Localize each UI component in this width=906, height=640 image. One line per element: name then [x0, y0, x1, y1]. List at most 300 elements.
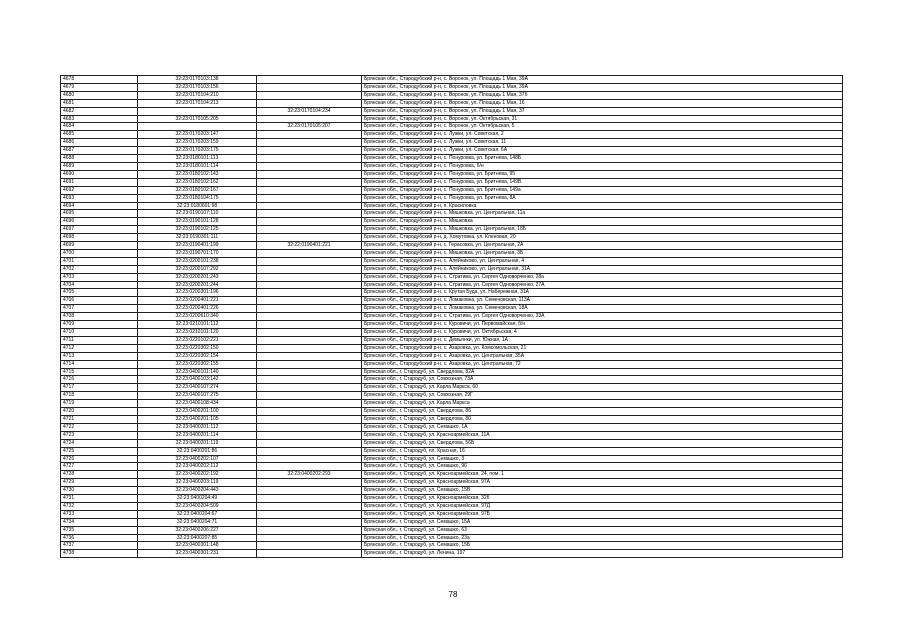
- table-row: [61, 115, 843, 123]
- address-cell: Брянская обл., г. Стародуб, ул. Семашко, 15А: [362, 518, 843, 526]
- row-number-cell: 4710: [61, 329, 138, 337]
- cadastral-number-cell: [138, 107, 257, 115]
- cadastral-number-cell: 32:23:0220302:155: [138, 360, 257, 368]
- address-cell: Брянская обл., Стародубский р-н, с. Ломаковка, ул. Семеновская, 18А: [362, 305, 843, 313]
- address-cell: Брянская обл., Стародубский р-н, с. Демьянки, ул. Южная, 1А: [362, 336, 843, 344]
- cadastral-number-cell: 32:23:0400108:434: [138, 400, 257, 408]
- previous-number-cell: 32:23:0400202:293: [257, 471, 362, 479]
- previous-number-cell: [257, 479, 362, 487]
- table-row: [61, 400, 843, 408]
- address-cell: Брянская обл., Стародубский р-н, с. Мишковка, ул. Центральная, 11а: [362, 210, 843, 218]
- table-row: [61, 194, 843, 202]
- row-number-cell: 4689: [61, 162, 138, 170]
- address-cell: Брянская обл., Стародубский р-н, с. Воронок, ул. Площадь 1 Мая, 16: [362, 99, 843, 107]
- address-cell: Брянская обл., Стародубский р-н, с. Воронок, ул. Октябрьская, 5: [362, 123, 843, 131]
- row-number-cell: 4717: [61, 384, 138, 392]
- row-number-cell: 4715: [61, 368, 138, 376]
- address-cell: Брянская обл., г. Стародуб, ул. Красноармейская, 97Б: [362, 510, 843, 518]
- table-row: [61, 305, 843, 313]
- address-cell: Брянская обл., Стародубский р-н, с. Понуровка, ул. Бритнева, 8А: [362, 194, 843, 202]
- previous-number-cell: [257, 510, 362, 518]
- table-row: [61, 123, 843, 131]
- address-cell: Брянская обл., г. Стародуб, ул. Карла Маркса: [362, 400, 843, 408]
- row-number-cell: 4716: [61, 376, 138, 384]
- row-number-cell: 4681: [61, 99, 138, 107]
- row-number-cell: 4704: [61, 281, 138, 289]
- previous-number-cell: [257, 313, 362, 321]
- address-cell: Брянская обл., Стародубский р-н, с. Лужки, ул. Советская, 6А: [362, 147, 843, 155]
- address-cell: Брянская обл., г. Стародуб, ул. Семашко, 15Б: [362, 542, 843, 550]
- previous-number-cell: [257, 423, 362, 431]
- cadastral-number-cell: 32:23:0190701:170: [138, 249, 257, 257]
- cadastral-number-cell: 32:23:0210101:120: [138, 329, 257, 337]
- address-cell: Брянская обл., Стародубский р-н, с. Ломаковка, ул. Семеновская, 113А: [362, 297, 843, 305]
- address-cell: Брянская обл., Стародубский р-н, с. Крутая Буда, ул. Набережная, 31А: [362, 289, 843, 297]
- row-number-cell: 4707: [61, 305, 138, 313]
- row-number-cell: 4702: [61, 265, 138, 273]
- table-row: [61, 526, 843, 534]
- previous-number-cell: [257, 131, 362, 139]
- previous-number-cell: [257, 234, 362, 242]
- previous-number-cell: [257, 408, 362, 416]
- address-cell: Брянская обл., г. Стародуб, ул. Красноармейская, 11А: [362, 431, 843, 439]
- table-row: [61, 147, 843, 155]
- table-row: [61, 447, 843, 455]
- table-row: [61, 329, 843, 337]
- row-number-cell: 4713: [61, 352, 138, 360]
- address-cell: Брянская обл., Стародубский р-н, с. Азаровка, ул. Комсомольская, 21: [362, 344, 843, 352]
- previous-number-cell: [257, 83, 362, 91]
- table-row: [61, 107, 843, 115]
- previous-number-cell: [257, 91, 362, 99]
- cadastral-number-cell: 32:23:0400204:67: [138, 510, 257, 518]
- row-number-cell: 4678: [61, 76, 138, 84]
- cadastral-number-cell: 32:23:0400201:100: [138, 408, 257, 416]
- cadastral-number-cell: 32:23:0170105:205: [138, 115, 257, 123]
- cadastral-number-cell: 32:23:0190401:199: [138, 242, 257, 250]
- previous-number-cell: [257, 147, 362, 155]
- row-number-cell: 4709: [61, 321, 138, 329]
- registry-table-container: [60, 75, 834, 558]
- address-cell: Брянская обл., г. Стародуб, ул. Совхозная, 73А: [362, 376, 843, 384]
- previous-number-cell: [257, 463, 362, 471]
- cadastral-number-cell: 32:23:0400204:509: [138, 502, 257, 510]
- row-number-cell: 4682: [61, 107, 138, 115]
- address-cell: Брянская обл., Стародубский р-н, с. Азаровка, ул. Центральная, 72: [362, 360, 843, 368]
- address-cell: Брянская обл., Стародубский р-н, с. Лужки, ул. Советская, 2: [362, 131, 843, 139]
- address-cell: Брянская обл., г. Стародуб, ул. Семашко, 15В: [362, 487, 843, 495]
- row-number-cell: 4711: [61, 336, 138, 344]
- address-cell: Брянская обл., Стародубский р-н, с. Воронок, ул. Площадь 1 Мая, 37: [362, 107, 843, 115]
- table-row: [61, 518, 843, 526]
- table-row: [61, 226, 843, 234]
- previous-number-cell: [257, 431, 362, 439]
- address-cell: Брянская обл., г. Стародуб, ул. Свердлова, 86: [362, 408, 843, 416]
- address-cell: Брянская обл., г. Стародуб, пл. Красная, 16: [362, 447, 843, 455]
- previous-number-cell: [257, 487, 362, 495]
- previous-number-cell: [257, 194, 362, 202]
- cadastral-number-cell: 32:23:0190101:128: [138, 218, 257, 226]
- cadastral-number-cell: 32:23:0180102:167: [138, 186, 257, 194]
- previous-number-cell: [257, 439, 362, 447]
- previous-number-cell: [257, 186, 362, 194]
- cadastral-number-cell: 32:23:0400101:140: [138, 368, 257, 376]
- address-cell: Брянская обл., Стародубский р-н, с. Алейниково, ул. Центральная, 4: [362, 257, 843, 265]
- table-row: [61, 384, 843, 392]
- address-cell: Брянская обл., Стародубский р-н, с. Стратива, ул. Сергея Одноворченко, 27А: [362, 281, 843, 289]
- address-cell: Брянская обл., Стародубский р-н, с. Стратива, ул. Сергея Одноворченко, 28а: [362, 273, 843, 281]
- table-row: [61, 439, 843, 447]
- previous-number-cell: [257, 447, 362, 455]
- cadastral-number-cell: 32:23:0400202:192: [138, 471, 257, 479]
- cadastral-number-cell: 32:23:0180601:98: [138, 202, 257, 210]
- table-row: [61, 352, 843, 360]
- table-row: [61, 455, 843, 463]
- row-number-cell: 4722: [61, 423, 138, 431]
- table-row: [61, 392, 843, 400]
- table-row: [61, 131, 843, 139]
- table-row: [61, 495, 843, 503]
- cadastral-number-cell: 32:23:0400204:49: [138, 495, 257, 503]
- table-row: [61, 408, 843, 416]
- previous-number-cell: [257, 550, 362, 558]
- cadastral-number-cell: 32:23:0400301:148: [138, 542, 257, 550]
- cadastral-number-cell: 32:23:0400201:119: [138, 439, 257, 447]
- cadastral-number-cell: 32:23:0200301:196: [138, 289, 257, 297]
- row-number-cell: 4685: [61, 131, 138, 139]
- row-number-cell: 4730: [61, 487, 138, 495]
- row-number-cell: 4699: [61, 242, 138, 250]
- row-number-cell: 4700: [61, 249, 138, 257]
- cadastral-number-cell: 32:23:0170203:175: [138, 147, 257, 155]
- previous-number-cell: [257, 376, 362, 384]
- address-cell: Брянская обл., Стародубский р-н, с. Лужки, ул. Советская, 11: [362, 139, 843, 147]
- cadastral-number-cell: 32:23:0200401:221: [138, 297, 257, 305]
- address-cell: Брянская обл., Стародубский р-н, с. Понуровка, ул. Бритнева, 95: [362, 170, 843, 178]
- address-cell: Брянская обл., г. Стародуб, ул. Совхозная, 29Г: [362, 392, 843, 400]
- row-number-cell: 4728: [61, 471, 138, 479]
- previous-number-cell: [257, 281, 362, 289]
- table-row: [61, 415, 843, 423]
- previous-number-cell: [257, 344, 362, 352]
- row-number-cell: 4683: [61, 115, 138, 123]
- address-cell: Брянская обл., г. Стародуб, ул. Красноармейская, 32б: [362, 495, 843, 503]
- address-cell: Брянская обл., Стародубский р-н, с. Мишковка, ул. Центральная, 18Б: [362, 226, 843, 234]
- address-cell: Брянская обл., г. Стародуб, ул. Семашко, 1А: [362, 423, 843, 431]
- table-row: [61, 368, 843, 376]
- previous-number-cell: [257, 155, 362, 163]
- row-number-cell: 4693: [61, 194, 138, 202]
- table-row: [61, 249, 843, 257]
- cadastral-number-cell: 32:23:0180101:114: [138, 162, 257, 170]
- cadastral-number-cell: 32:23:0200101:238: [138, 257, 257, 265]
- cadastral-number-cell: 32:23:0200401:226: [138, 305, 257, 313]
- row-number-cell: 4695: [61, 210, 138, 218]
- row-number-cell: 4731: [61, 495, 138, 503]
- previous-number-cell: [257, 336, 362, 344]
- previous-number-cell: [257, 202, 362, 210]
- cadastral-number-cell: 32:23:0400201:114: [138, 431, 257, 439]
- cadastral-number-cell: 32:23:0400204:71: [138, 518, 257, 526]
- previous-number-cell: [257, 455, 362, 463]
- address-cell: Брянская обл., Стародубский р-н, с. Воронок, ул. Октябрьская, 31: [362, 115, 843, 123]
- cadastral-number-cell: [138, 123, 257, 131]
- row-number-cell: 4697: [61, 226, 138, 234]
- table-row: [61, 91, 843, 99]
- address-cell: Брянская обл., г. Стародуб, ул. Карла Маркса, 60: [362, 384, 843, 392]
- table-row: [61, 510, 843, 518]
- previous-number-cell: [257, 526, 362, 534]
- cadastral-number-cell: 32:23:0200201:244: [138, 281, 257, 289]
- row-number-cell: 4727: [61, 463, 138, 471]
- address-cell: Брянская обл., Стародубский р-н, с. Герасовка, ул. Центральная, 2А: [362, 242, 843, 250]
- row-number-cell: 4721: [61, 415, 138, 423]
- table-row: [61, 550, 843, 558]
- table-row: [61, 281, 843, 289]
- cadastral-number-cell: 32:23:0400207:85: [138, 534, 257, 542]
- row-number-cell: 4687: [61, 147, 138, 155]
- previous-number-cell: [257, 249, 362, 257]
- address-cell: Брянская обл., г. Стародуб, ул. Семашко, 63: [362, 526, 843, 534]
- previous-number-cell: [257, 289, 362, 297]
- table-row: [61, 289, 843, 297]
- previous-number-cell: [257, 352, 362, 360]
- previous-number-cell: [257, 265, 362, 273]
- address-cell: Брянская обл., Стародубский р-н, с. Понуровка, ул. Бритнева, 148Б: [362, 155, 843, 163]
- table-row: [61, 202, 843, 210]
- table-row: [61, 344, 843, 352]
- address-cell: Брянская обл., Стародубский р-н, с. Стратива, ул. Сергея Одноворченко, 33А: [362, 313, 843, 321]
- previous-number-cell: [257, 542, 362, 550]
- previous-number-cell: [257, 415, 362, 423]
- previous-number-cell: [257, 392, 362, 400]
- cadastral-number-cell: 32:23:0220302:154: [138, 352, 257, 360]
- row-number-cell: 4696: [61, 218, 138, 226]
- cadastral-number-cell: 32:23:0200107:292: [138, 265, 257, 273]
- cadastral-number-cell: 32:23:0170103:138: [138, 76, 257, 84]
- table-row: [61, 336, 843, 344]
- table-row: [61, 178, 843, 186]
- address-cell: Брянская обл., Стародубский р-н, с. Мишковка, ул. Центральная, 3Б: [362, 249, 843, 257]
- table-row: [61, 431, 843, 439]
- previous-number-cell: [257, 76, 362, 84]
- cadastral-number-cell: 32:23:0200610:340: [138, 313, 257, 321]
- cadastral-number-cell: 32:23:0400107:275: [138, 392, 257, 400]
- previous-number-cell: [257, 360, 362, 368]
- row-number-cell: 4719: [61, 400, 138, 408]
- previous-number-cell: [257, 273, 362, 281]
- row-number-cell: 4734: [61, 518, 138, 526]
- row-number-cell: 4691: [61, 178, 138, 186]
- row-number-cell: 4686: [61, 139, 138, 147]
- row-number-cell: 4736: [61, 534, 138, 542]
- table-row: [61, 542, 843, 550]
- row-number-cell: 4723: [61, 431, 138, 439]
- address-cell: Брянская обл., г. Стародуб, ул. Красноармейская, 24, пом. 1: [362, 471, 843, 479]
- previous-number-cell: [257, 218, 362, 226]
- table-row: [61, 234, 843, 242]
- previous-number-cell: [257, 257, 362, 265]
- previous-number-cell: [257, 534, 362, 542]
- cadastral-number-cell: 32:23:0170203:159: [138, 139, 257, 147]
- address-cell: Брянская обл., Стародубский р-н, с. Воронок, ул. Площадь 1 Мая, 37б: [362, 91, 843, 99]
- row-number-cell: 4738: [61, 550, 138, 558]
- table-row: [61, 376, 843, 384]
- cadastral-number-cell: 32:23:0200201:243: [138, 273, 257, 281]
- cadastral-number-cell: 32:23:0190107:110: [138, 210, 257, 218]
- row-number-cell: 4735: [61, 526, 138, 534]
- table-row: [61, 210, 843, 218]
- cadastral-number-cell: 32:23:0400201:105: [138, 415, 257, 423]
- address-cell: Брянская обл., Стародубский р-н, с. Азаровка, ул. Центральная, 35А: [362, 352, 843, 360]
- previous-number-cell: [257, 226, 362, 234]
- previous-number-cell: [257, 178, 362, 186]
- row-number-cell: 4725: [61, 447, 138, 455]
- table-row: [61, 471, 843, 479]
- row-number-cell: 4724: [61, 439, 138, 447]
- cadastral-number-cell: 32:23:0400202:107: [138, 455, 257, 463]
- previous-number-cell: [257, 139, 362, 147]
- table-row: [61, 139, 843, 147]
- page-number: 78: [448, 590, 458, 599]
- cadastral-number-cell: 32:23:0210101:112: [138, 321, 257, 329]
- table-row: [61, 242, 843, 250]
- row-number-cell: 4684: [61, 123, 138, 131]
- previous-number-cell: [257, 502, 362, 510]
- address-cell: Брянская обл., г. Стародуб, ул. Семашко, 3: [362, 455, 843, 463]
- address-cell: Брянская обл., Стародубский р-н, с. Понуровка, б/н: [362, 162, 843, 170]
- address-cell: Брянская обл., Стародубский р-н, д. Хомутовка, ул. Кленовая, 20: [362, 234, 843, 242]
- previous-number-cell: [257, 170, 362, 178]
- registry-table: [60, 75, 843, 558]
- cadastral-number-cell: 32:23:0220302:150: [138, 344, 257, 352]
- row-number-cell: 4701: [61, 257, 138, 265]
- previous-number-cell: [257, 518, 362, 526]
- previous-number-cell: [257, 297, 362, 305]
- address-cell: Брянская обл., г. Стародуб, ул. Семашко, 23а: [362, 534, 843, 542]
- previous-number-cell: [257, 368, 362, 376]
- row-number-cell: 4720: [61, 408, 138, 416]
- previous-number-cell: 32:23:0170105:207: [257, 123, 362, 131]
- row-number-cell: 4680: [61, 91, 138, 99]
- cadastral-number-cell: 32:23:0400201:112: [138, 423, 257, 431]
- table-row: [61, 83, 843, 91]
- address-cell: Брянская обл., Стародубский р-н, с. Куровичи, ул. Первомайская, б/н: [362, 321, 843, 329]
- address-cell: Брянская обл., г. Стародуб, ул. Красноармейская, 97А: [362, 479, 843, 487]
- previous-number-cell: [257, 329, 362, 337]
- row-number-cell: 4690: [61, 170, 138, 178]
- cadastral-number-cell: 32:23:0170104:213: [138, 99, 257, 107]
- address-cell: Брянская обл., Стародубский р-н, с. Понуровка, ул. Бритнева, 149В: [362, 178, 843, 186]
- cadastral-number-cell: 32:23:0170103:156: [138, 83, 257, 91]
- table-row: [61, 479, 843, 487]
- row-number-cell: 4698: [61, 234, 138, 242]
- previous-number-cell: [257, 400, 362, 408]
- address-cell: Брянская обл., г. Стародуб, ул. Свердлова, 80: [362, 415, 843, 423]
- address-cell: Брянская обл., Стародубский р-н, п. Красиловка: [362, 202, 843, 210]
- table-row: [61, 155, 843, 163]
- table-row: [61, 162, 843, 170]
- previous-number-cell: 32:22:0190401:221: [257, 242, 362, 250]
- table-row: [61, 186, 843, 194]
- cadastral-number-cell: 32:23:0400107:274: [138, 384, 257, 392]
- table-row: [61, 265, 843, 273]
- cadastral-number-cell: 32:23:0180102:162: [138, 178, 257, 186]
- row-number-cell: 4729: [61, 479, 138, 487]
- previous-number-cell: [257, 384, 362, 392]
- cadastral-number-cell: 32:23:0400202:112: [138, 463, 257, 471]
- cadastral-number-cell: 32:23:0180104:175: [138, 194, 257, 202]
- cadastral-number-cell: 32:23:0220102:221: [138, 336, 257, 344]
- table-row: [61, 297, 843, 305]
- cadastral-number-cell: 32:23:0190301:111: [138, 234, 257, 242]
- cadastral-number-cell: 32:23:0400301:231: [138, 550, 257, 558]
- row-number-cell: 4694: [61, 202, 138, 210]
- row-number-cell: 4705: [61, 289, 138, 297]
- row-number-cell: 4718: [61, 392, 138, 400]
- previous-number-cell: [257, 495, 362, 503]
- row-number-cell: 4706: [61, 297, 138, 305]
- table-row: [61, 423, 843, 431]
- cadastral-number-cell: 32:23:0400203:119: [138, 479, 257, 487]
- row-number-cell: 4703: [61, 273, 138, 281]
- previous-number-cell: [257, 305, 362, 313]
- row-number-cell: 4726: [61, 455, 138, 463]
- cadastral-number-cell: 32:23:0180101:113: [138, 155, 257, 163]
- address-cell: Брянская обл., г. Стародуб, ул. Ленина, 197: [362, 550, 843, 558]
- address-cell: Брянская обл., г. Стародуб, ул. Семашко, 96: [362, 463, 843, 471]
- table-row: [61, 502, 843, 510]
- cadastral-number-cell: 32:23:0400204:443: [138, 487, 257, 495]
- address-cell: Брянская обл., Стародубский р-н, с. Алейниково, ул. Центральная, 31А: [362, 265, 843, 273]
- table-row: [61, 273, 843, 281]
- table-row: [61, 313, 843, 321]
- row-number-cell: 4708: [61, 313, 138, 321]
- table-row: [61, 487, 843, 495]
- cadastral-number-cell: 32:23:0180102:143: [138, 170, 257, 178]
- registry-table-body: [61, 76, 843, 558]
- address-cell: Брянская обл., Стародубский р-н, с. Воронок, ул. Площадь 1 Мая, 39А: [362, 76, 843, 84]
- row-number-cell: 4692: [61, 186, 138, 194]
- table-row: [61, 463, 843, 471]
- address-cell: Брянская обл., Стародубский р-н, с. Понуровка, ул. Бритнева, 149а: [362, 186, 843, 194]
- address-cell: Брянская обл., Стародубский р-н, с. Мишковка: [362, 218, 843, 226]
- table-row: [61, 99, 843, 107]
- previous-number-cell: 32:23:0170104:234: [257, 107, 362, 115]
- previous-number-cell: [257, 162, 362, 170]
- row-number-cell: 4712: [61, 344, 138, 352]
- table-row: [61, 76, 843, 84]
- table-row: [61, 170, 843, 178]
- table-row: [61, 360, 843, 368]
- previous-number-cell: [257, 321, 362, 329]
- cadastral-number-cell: 32:23:0400201:86: [138, 447, 257, 455]
- address-cell: Брянская обл., г. Стародуб, ул. Свердлова, 82А: [362, 368, 843, 376]
- row-number-cell: 4688: [61, 155, 138, 163]
- row-number-cell: 4737: [61, 542, 138, 550]
- address-cell: Брянская обл., Стародубский р-н, с. Куровичи, ул. Октябрьская, 4: [362, 329, 843, 337]
- row-number-cell: 4714: [61, 360, 138, 368]
- cadastral-number-cell: 32:23:0400206:227: [138, 526, 257, 534]
- cadastral-number-cell: 32:23:0170203:147: [138, 131, 257, 139]
- table-row: [61, 218, 843, 226]
- row-number-cell: 4732: [61, 502, 138, 510]
- row-number-cell: 4679: [61, 83, 138, 91]
- previous-number-cell: [257, 210, 362, 218]
- table-row: [61, 257, 843, 265]
- table-row: [61, 534, 843, 542]
- address-cell: Брянская обл., г. Стародуб, ул. Свердлова, 56Б: [362, 439, 843, 447]
